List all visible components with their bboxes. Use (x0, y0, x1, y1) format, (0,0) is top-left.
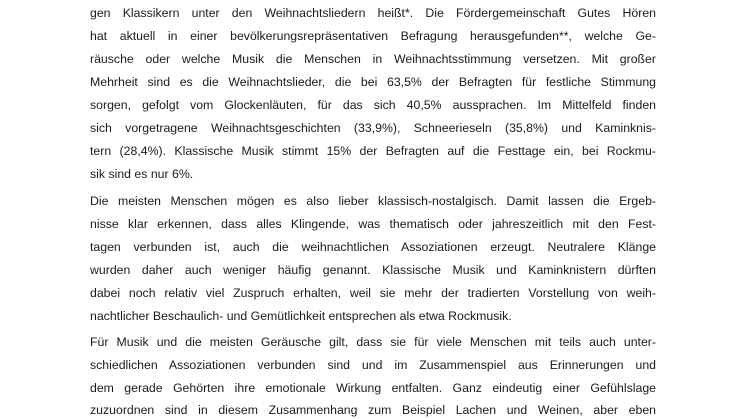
text-line: zuzuordnen sind in diesem Zusammenhang zum Beispiel Lachen und Weinen, aber eben (90, 403, 656, 417)
text-line: nachtlicher Beschaulich- und Gemütlichkeit entsprechen als etwa Rockmusik. (90, 309, 512, 323)
text-line: sich vorgetragene Weihnachtsgeschichten (33,9%), Schneerieseln (35,8%) und Kaminknis- (90, 121, 656, 135)
text-line: nisse klar erkennen, dass alles Klingende, was thematisch oder jahreszeitlich mit den Fest- (90, 217, 656, 231)
text-line: sorgen, gefolgt vom Glockenläuten, für das sich 40,5% aussprachen. Im Mittelfeld finden (90, 98, 656, 112)
text-line: gen Klassikern unter den Weihnachtsliedern heißt*. Die Fördergemeinschaft Gutes Hören (90, 6, 656, 20)
text-line: dabei noch relativ viel Zuspruch erhalten, weil sie mehr der tradierten Vorstellung von weih- (90, 286, 656, 300)
text-line: wurden daher auch weniger häufig genannt. Klassische Musik und Kaminknistern dürften (90, 263, 656, 277)
text-line: hat aktuell in einer bevölkerungsrepräsentativen Befragung herausgefunden**, welche Ge- (90, 29, 656, 43)
text-line: dem gerade Gehörten ihre emotionale Wirkung entfalten. Ganz eindeutig einer Gefühlslage (90, 381, 656, 395)
text-line: tagen verbunden ist, auch die weihnachtlichen Assoziationen erzeugt. Neutralere Klänge (90, 240, 656, 254)
text-line: tern (28,4%). Klassische Musik stimmt 15% der Befragten auf die Festtage ein, bei Rockmu- (90, 144, 656, 158)
text-line: räusche oder welche Musik die Menschen in Weihnachtsstimmung versetzen. Mit großer (90, 52, 656, 66)
text-line: Die meisten Menschen mögen es also lieber klassisch-nostalgisch. Damit lassen die Ergeb- (90, 194, 656, 208)
text-line: schiedlichen Assoziationen verbunden sind und im Zusammenspiel aus Erinnerungen und (90, 358, 656, 372)
text-line: Für Musik und die meisten Geräusche gilt, dass sie für viele Menschen mit teils auch unter- (90, 335, 656, 349)
text-line: Mehrheit sind es die Weihnachtslieder, die bei 63,5% der Befragten für festliche Stimmung (90, 75, 656, 89)
text-line: sik sind es nur 6%. (90, 167, 194, 181)
